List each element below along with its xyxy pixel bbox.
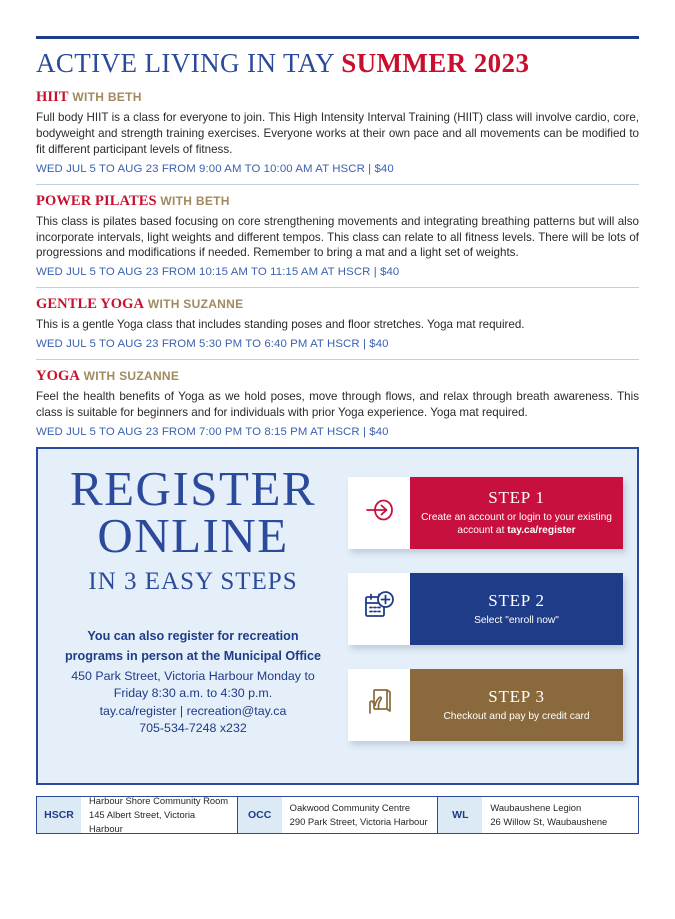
legend-abbr: WL (438, 797, 482, 833)
legend-venue-name: Waubaushene Legion (490, 802, 582, 814)
legend-venue-address: 145 Albert Street, Victoria Harbour (89, 809, 196, 834)
step-1-description (418, 511, 615, 538)
program-instructor: WITH SUZANNE (147, 297, 244, 312)
step-2-icon-box (348, 573, 410, 645)
program-name: YOGA (36, 368, 80, 385)
program-block-gentle-yoga (36, 287, 639, 350)
step-2-body (410, 573, 623, 645)
masthead-title-bold: SUMMER 2023 (341, 48, 530, 78)
masthead-title-light: ACTIVE LIVING IN TAY (36, 48, 342, 78)
step-card-1[interactable] (348, 477, 623, 549)
location-legend-table (36, 796, 639, 834)
contact-phone: 705-534-7248 x232 (139, 721, 247, 736)
program-heading (36, 193, 639, 210)
step-1-body (410, 477, 623, 549)
program-name: GENTLE YOGA (36, 296, 145, 313)
program-heading (36, 89, 639, 106)
program-heading (36, 296, 639, 313)
contact-address-line2: Friday 8:30 a.m. to 4:30 p.m. (113, 686, 273, 701)
step-3-icon-box (348, 669, 410, 741)
step-2-label: STEP 2 (488, 590, 545, 610)
legend-detail (81, 797, 237, 833)
register-steps-column (348, 449, 637, 783)
program-schedule: WED JUL 5 TO AUG 23 FROM 10:15 AM TO 11:15 AM AT HSCR | $40 (36, 266, 400, 279)
register-title-line2: ONLINE (97, 508, 289, 564)
register-contact-info (44, 628, 342, 738)
program-schedule: WED JUL 5 TO AUG 23 FROM 5:30 PM TO 6:40 PM AT HSCR | $40 (36, 338, 389, 351)
legend-detail (482, 797, 638, 833)
program-schedule: WED JUL 5 TO AUG 23 FROM 9:00 AM TO 10:00 AM AT HSCR | $40 (36, 162, 394, 175)
program-description: This is a gentle Yoga class that includes standing poses and floor stretches. Yoga mat required. (36, 318, 525, 332)
step-1-icon-box (348, 477, 410, 549)
program-block-hiit (36, 81, 639, 175)
legend-venue-name: Oakwood Community Centre (289, 802, 411, 814)
legend-entry-wl (438, 797, 638, 833)
program-instructor: WITH SUZANNE (83, 369, 180, 384)
legend-detail (282, 797, 438, 833)
program-block-power-pilates (36, 184, 639, 279)
program-description: Feel the health benefits of Yoga as we hold poses, move through flows, and relax through breath awareness. This class is suitable for beginners and for individuals with prior Yoga experience. Yoga mat required. (36, 390, 639, 419)
program-schedule: WED JUL 5 TO AUG 23 FROM 7:00 PM TO 8:15 PM AT HSCR | $40 (36, 425, 389, 438)
legend-abbr: OCC (238, 797, 282, 833)
step-2-description: Select "enroll now" (474, 614, 559, 626)
program-block-yoga (36, 359, 639, 438)
step-3-description: Checkout and pay by credit card (443, 710, 590, 722)
step-1-desc-bold: tay.ca/register (507, 525, 576, 537)
page-title (36, 39, 639, 81)
step-1-desc-plain: Create an account or login to your existing account at (421, 512, 612, 537)
legend-abbr: HSCR (37, 797, 81, 833)
program-description: Full body HIIT is a class for everyone to join. This High Intensity Interval Training (HIIT) class will involve cardio, core, bodyweight and strength training exercises. Everyone works at their own pace and all movements can be modified to fit different participant levels of fitness. (36, 111, 639, 156)
program-description: This class is pilates based focusing on core strengthening movements and integrating breathing patterns but will also incorporate intervals, light weights and different tempos. This class can relate to all fitness levels. There will be lots of progressions and modifications if needed. Remember to bring a mat and a light set of weights. (36, 214, 639, 260)
step-card-3[interactable] (348, 669, 623, 741)
login-arrow-icon (362, 493, 396, 532)
register-left-column (38, 449, 348, 783)
register-subtitle: IN 3 EASY STEPS (88, 567, 298, 595)
program-heading (36, 368, 639, 385)
step-card-2[interactable] (348, 573, 623, 645)
legend-entry-hscr (37, 797, 238, 833)
contact-address-line1: 450 Park Street, Victoria Harbour Monday to (71, 668, 315, 683)
program-instructor: WITH BETH (160, 193, 230, 208)
contact-bold-line2: programs in person at the Municipal Office (64, 648, 322, 663)
register-title-line1: REGISTER (69, 460, 317, 516)
calendar-plus-icon (362, 589, 396, 628)
legend-venue-address: 290 Park Street, Victoria Harbour (289, 815, 428, 827)
step-1-label: STEP 1 (488, 488, 545, 508)
step-3-body (410, 669, 623, 741)
newsletter-page (0, 36, 675, 919)
contact-bold-line1: You can also register for recreation (87, 628, 299, 643)
legend-venue-address: 26 Willow St, Waubaushene (490, 815, 608, 827)
program-name: HIIT (36, 89, 69, 105)
legend-entry-occ (238, 797, 439, 833)
program-name: POWER PILATES (36, 192, 157, 209)
step-3-label: STEP 3 (488, 686, 545, 706)
program-instructor: WITH BETH (72, 90, 142, 104)
hand-card-icon (362, 685, 396, 724)
register-online-panel (36, 447, 639, 785)
legend-venue-name: Harbour Shore Community Room (89, 795, 229, 807)
contact-web-email[interactable]: tay.ca/register | recreation@tay.ca (99, 703, 287, 718)
